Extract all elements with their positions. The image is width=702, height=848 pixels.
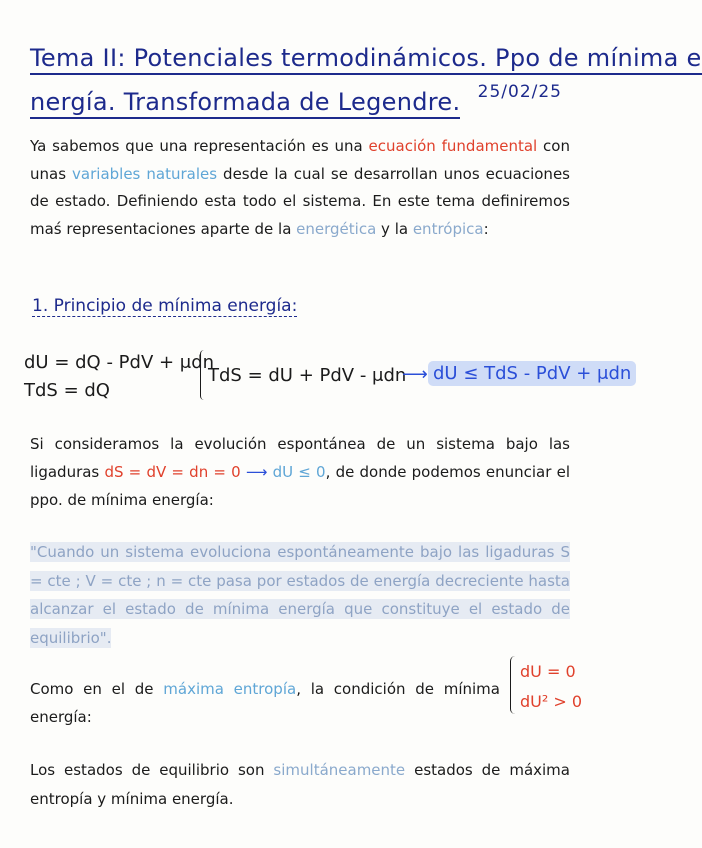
closing-text-1: Los estados de equilibrio son	[30, 761, 274, 779]
term-maxima-entropia: máxima entropía	[163, 680, 297, 698]
term-ecuacion-fundamental: ecuación fundamental	[368, 137, 538, 155]
section-title: 1. Principio de mínima energía:	[32, 296, 298, 316]
quote-text: "Cuando un sistema evoluciona espontáneamente bajo las ligaduras S = cte ; V = cte ; n = cte pasa por estados de energía decreciente hasta alcanzar el estado de mínima energía que constituye el estado de equilibrio".	[30, 543, 570, 647]
term-entropica: entrópica	[412, 219, 484, 238]
term-energetica: energética	[296, 219, 377, 238]
condition-text-1: Como en el de	[30, 680, 164, 698]
equation-combined: TdS = dU + PdV - μdn	[208, 365, 407, 386]
closing-text-2: estados de máxima entropía y mínima energía.	[30, 761, 570, 808]
equation-heat: TdS = dQ	[24, 380, 110, 401]
page-title	[30, 36, 702, 124]
term-variables-naturales: variables naturales	[72, 164, 218, 183]
equation-first-law: dU = dQ - PdV + μdn	[24, 352, 215, 373]
condition-brace	[510, 656, 519, 714]
condition-text-2: , la condición de mínima energía:	[30, 680, 500, 726]
intro-text-2: con unas	[30, 137, 570, 183]
title-line-1: Tema II: Potenciales termodinámicos. Ppo de mínima e	[30, 44, 702, 75]
evolution-result: dU ≤ 0	[272, 463, 326, 481]
page-date: 25/02/25	[477, 82, 562, 102]
condition-paragraph	[30, 676, 500, 731]
evolution-paragraph	[30, 430, 570, 514]
arrow-icon-2: ⟶	[245, 463, 268, 481]
principle-quote	[30, 538, 570, 652]
intro-paragraph	[30, 133, 570, 243]
constraints: dS = dV = dn = 0	[104, 463, 241, 481]
intro-text-4: y la	[376, 219, 413, 238]
arrow-icon: ⟶	[402, 364, 428, 385]
evolution-text-2: , de donde podemos enunciar el ppo. de mínima energía:	[30, 463, 570, 509]
closing-paragraph	[30, 756, 570, 814]
evolution-text-1: Si consideramos la evolución espontánea de un sistema bajo las ligaduras	[30, 435, 570, 481]
intro-text-3: desde la cual se desarrollan unos ecuaciones de estado. Definiendo esta todo el sistema. En este tema definiremos maś representaciones aparte de la	[30, 164, 570, 238]
condition-first: dU = 0	[520, 662, 576, 681]
intro-text-5: :	[483, 219, 489, 238]
condition-second: dU² > 0	[520, 692, 583, 711]
equation-result	[428, 363, 636, 384]
title-line-2: nergía. Transformada de Legendre.	[30, 88, 460, 119]
intro-text-1: Ya sabemos que una representación es una	[30, 137, 369, 155]
term-simultaneamente: simultáneamente	[273, 761, 406, 779]
section-heading	[32, 296, 297, 316]
equation-result-highlight: dU ≤ TdS - PdV + μdn	[428, 361, 636, 386]
